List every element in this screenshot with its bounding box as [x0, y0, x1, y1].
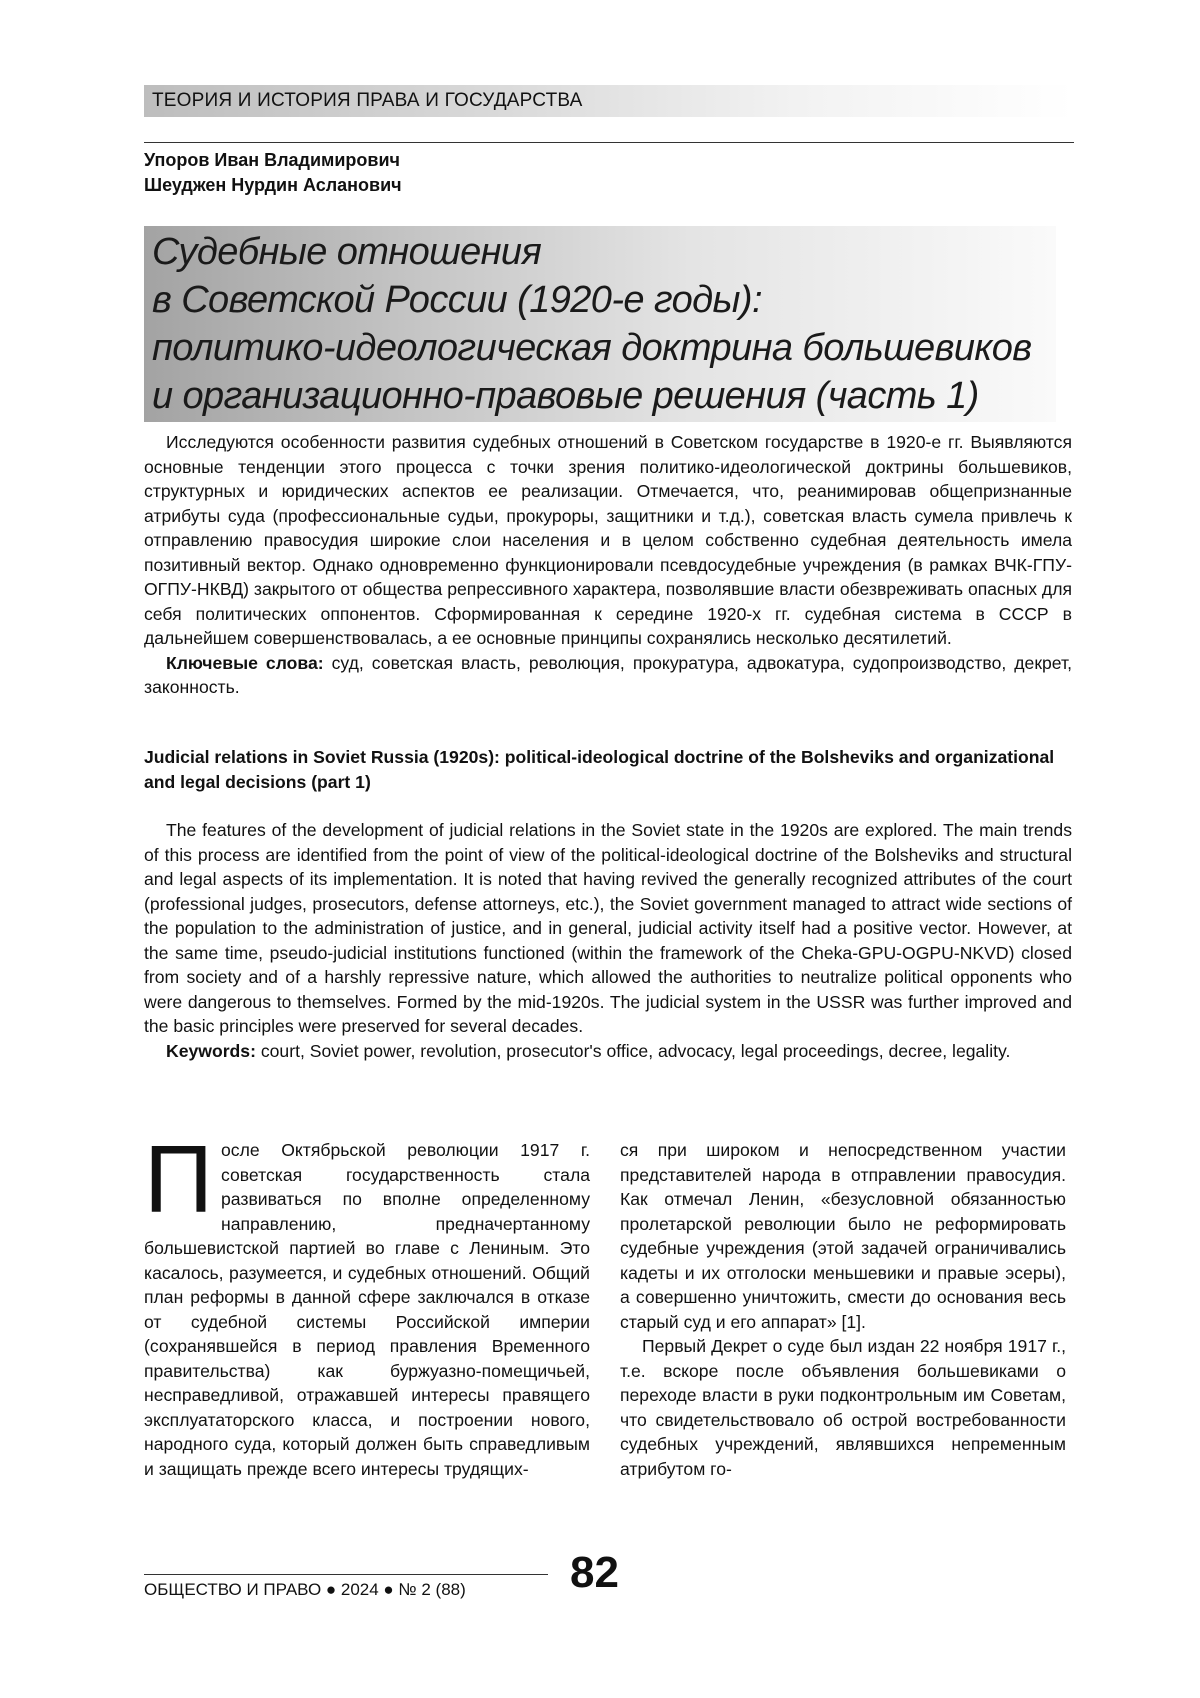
- article-title-band: [144, 226, 1056, 422]
- abstract-ru-text: Исследуются особенности развития судебных отношений в Советском государстве в 1920-е гг. Выявляются основные тенденции этого процесса с точки зрения политико-идеологической доктрины большевиков, структурных и юридических аспектов ее реализации. Отмечается, что, реанимировав общепризнанные атрибуты суда (профессиональные судьи, прокуроры, защитники и т.д.), советская власть сумела привлечь к отправлению правосудия широкие слои населения и в целом собственно судебная деятельность имела позитивный вектор. Однако одновременно функционировали псевдосудебные учреждения (в рамках ВЧК-ГПУ-ОГПУ-НКВД) закрытого от общества репрессивного характера, позволявшие власти обезвреживать опасных для себя политических оппонентов. Сформированная к середине 1920-х гг. судебная система в СССР в дальнейшем совершенствовалась, а ее основные принципы сохранялись несколько десятилетий.: [144, 432, 1072, 648]
- header-divider: [144, 142, 1074, 143]
- body-paragraph: [144, 1126, 590, 1481]
- abstract-en: [144, 818, 1072, 1063]
- section-header-band: [144, 85, 1074, 117]
- keywords-en: [144, 1039, 1072, 1064]
- body-right-column: [620, 1138, 1066, 1481]
- keywords-en-list: court, Soviet power, revolution, prosecutor's office, advocacy, legal proceedings, decree, legality.: [255, 1040, 1011, 1061]
- body-left-text: осле Октябрьской революции 1917 г. советская государственность стала развиваться по вполне определенному направлению, предначертанному большевистской партией во главе с Лениным. Это касалось, разумеется, и судебных отношений. Общий план реформы в данной сфере заключался в отказе от судебной системы Российской империи (сохранявшейся в период правления Временного правительства) как буржуазно-помещичьей, несправедливой, отражавшей интересы правящего эксплуататорского класса, и построении нового, народного суда, который должен быть справедливым и защищать прежде всего интересы трудящих-: [144, 1140, 590, 1479]
- keywords-en-label: Keywords:: [166, 1040, 256, 1061]
- body-right-text-1: ся при широком и непосредственном участии представителей народа в отправлении правосудия. Как отмечал Ленин, «безусловной обязанностью пролетарской революции было не реформировать судебные учреждения (этой задачей ограничивались кадеты и их отголоски меньшевики и правые эсеры), а совершенно уничтожить, смести до основания весь старый суд и его аппарат» [1].: [620, 1140, 1066, 1332]
- title-line: политико-идеологическая доктрина большевиков: [152, 327, 1032, 369]
- title-line: в Советской России (1920-е годы):: [152, 279, 762, 321]
- journal-info: ОБЩЕСТВО И ПРАВО ● 2024 ● № 2 (88): [144, 1580, 466, 1599]
- body-right-text-2: Первый Декрет о суде был издан 22 ноября 1917 г., т.е. вскоре после объявления большевиками о переходе власти в руки подконтрольным им Советам, что свидетельствовало об острой востребованности судебных учреждений, являвшихся непременным атрибутом го-: [620, 1336, 1066, 1479]
- section-title: ТЕОРИЯ И ИСТОРИЯ ПРАВА И ГОСУДАРСТВА: [152, 90, 583, 111]
- article-title: [152, 228, 1031, 420]
- keywords-ru-label: Ключевые слова:: [166, 652, 324, 673]
- keywords-ru: [144, 651, 1072, 700]
- page-number: 82: [570, 1548, 619, 1597]
- abstract-en-text: The features of the development of judicial relations in the Soviet state in the 1920s are explored. The main trends of this process are identified from the point of view of the political-ideological doctrine of the Bolsheviks and structural and legal aspects of its implementation. It is noted that having revived the generally recognized attributes of the court (professional judges, prosecutors, defense attorneys, etc.), the Soviet government managed to attract wide sections of the population to the administration of justice, and in general, judicial activity itself had a positive vector. However, at the same time, pseudo-judicial institutions functioned (within the framework of the Cheka-GPU-OGPU-NKVD) closed from society and of a harshly repressive nature, which allowed the authorities to neutralize political opponents who were dangerous to themselves. Formed by the mid-1920s. The judicial system in the USSR was further improved and the basic principles were preserved for several decades.: [144, 820, 1072, 1036]
- abstract-ru: [144, 430, 1072, 700]
- author-name: Упоров Иван Владимирович: [144, 150, 400, 170]
- keywords-ru-list: суд, советская власть, революция, прокуратура, адвокатура, судопроизводство, декрет, законность.: [144, 652, 1072, 697]
- english-title: Judicial relations in Soviet Russia (1920s): political-ideological doctrine of the Bolsheviks and organizational and legal decisions (part 1): [144, 747, 1055, 792]
- drop-cap: П: [144, 1126, 213, 1233]
- body-left-column: [144, 1126, 590, 1481]
- footer-divider: [144, 1574, 548, 1575]
- title-line: и организационно-правовые решения (часть 1): [152, 375, 979, 417]
- author-name: Шеуджен Нурдин Асланович: [144, 175, 402, 195]
- title-line: Судебные отношения: [152, 231, 542, 273]
- authors-block: [144, 148, 402, 198]
